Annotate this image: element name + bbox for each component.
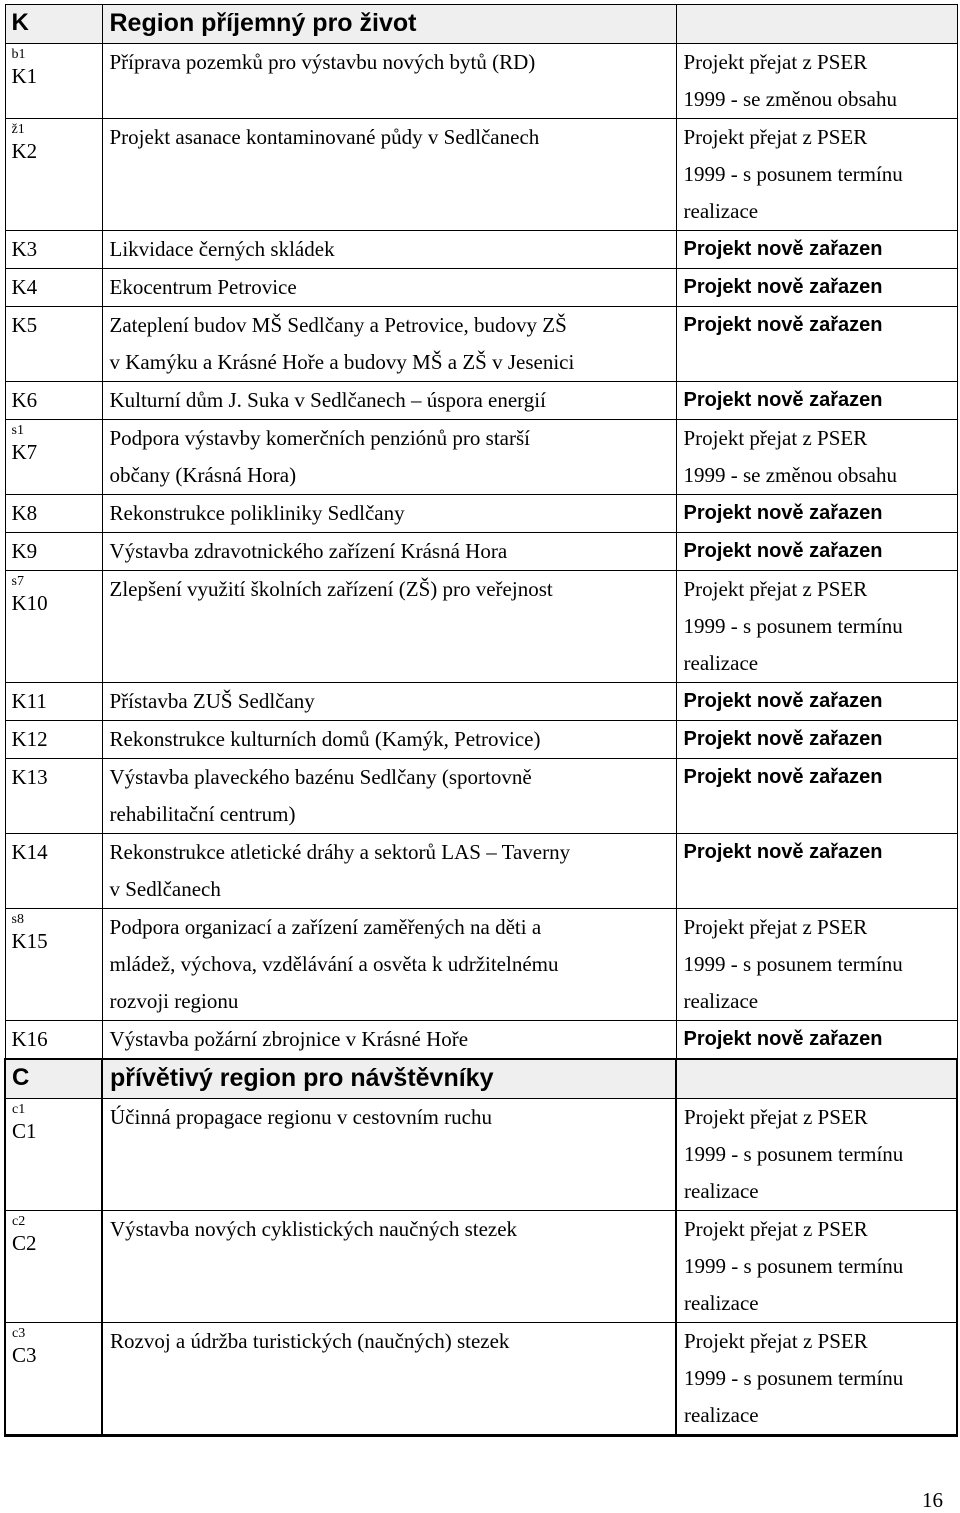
project-status-cell: [676, 495, 957, 533]
project-status-line: realizace: [683, 651, 759, 675]
project-name-cell: [102, 119, 676, 231]
project-table: [4, 4, 958, 1437]
project-code-cell: [5, 1211, 102, 1323]
table-row: [5, 1211, 957, 1323]
project-code-cell: [5, 909, 102, 1021]
project-name-cell: [102, 1211, 676, 1323]
section-header-row: [5, 1059, 957, 1099]
project-subcode: s1: [11, 423, 24, 438]
project-status-line: Projekt nově zařazen: [683, 502, 883, 524]
project-code: K8: [11, 501, 38, 525]
table-row: [5, 44, 957, 119]
project-name-cell: [102, 231, 676, 269]
table-row: [5, 533, 957, 571]
project-status-cell: [676, 307, 957, 382]
project-code-cell: [5, 382, 102, 420]
project-name-cell: [102, 307, 676, 382]
project-code-cell: [5, 495, 102, 533]
project-status-cell: [676, 1099, 957, 1211]
project-status-cell: [676, 1211, 957, 1323]
project-name-line: Kulturní dům J. Suka v Sedlčanech – úspora energií: [109, 388, 546, 412]
project-status-cell: [676, 909, 957, 1021]
project-code-cell: [5, 834, 102, 909]
table-row: [5, 571, 957, 683]
project-status-line: Projekt přejat z PSER: [684, 1329, 868, 1353]
table-row: [5, 759, 957, 834]
table-row: [5, 382, 957, 420]
project-code-cell: [5, 1021, 102, 1060]
table-row: [5, 307, 957, 382]
project-name-line: v Kamýku a Krásné Hoře a budovy MŠ a ZŠ v Jesenici: [109, 350, 575, 374]
project-status-cell: [676, 683, 957, 721]
project-name-cell: [102, 834, 676, 909]
project-status-line: Projekt nově zařazen: [683, 728, 883, 750]
project-name-line: Rozvoj a údržba turistických (naučných) stezek: [110, 1329, 510, 1353]
project-code-cell: [5, 533, 102, 571]
table-row: [5, 495, 957, 533]
project-code-cell: [5, 759, 102, 834]
project-status-cell: [676, 759, 957, 834]
project-name-line: Rekonstrukce polikliniky Sedlčany: [109, 501, 405, 525]
project-status-line: Projekt nově zařazen: [683, 1028, 883, 1050]
project-subcode: b1: [11, 47, 26, 62]
table-row: [5, 269, 957, 307]
project-name-cell: [102, 420, 676, 495]
project-status-line: Projekt nově zařazen: [683, 766, 883, 788]
project-name-cell: [102, 44, 676, 119]
project-status-line: Projekt nově zařazen: [683, 314, 883, 336]
section-title-text: Region příjemný pro život: [109, 9, 417, 37]
project-code-cell: [5, 119, 102, 231]
project-status-line: Projekt přejat z PSER: [684, 1217, 868, 1241]
project-name-line: Rekonstrukce kulturních domů (Kamýk, Petrovice): [109, 727, 541, 751]
project-status-line: realizace: [683, 199, 759, 223]
project-table-body: [5, 5, 957, 1436]
project-name-cell: [102, 1323, 676, 1436]
project-status-cell: [676, 834, 957, 909]
project-code-cell: [5, 420, 102, 495]
project-subcode: s7: [11, 574, 24, 589]
project-name-cell: [102, 909, 676, 1021]
project-name-line: Ekocentrum Petrovice: [109, 275, 297, 299]
project-status-line: Projekt nově zařazen: [683, 276, 883, 298]
project-name-line: Výstavba požární zbrojnice v Krásné Hoře: [109, 1027, 469, 1051]
project-code-cell: [5, 683, 102, 721]
project-name-cell: [102, 495, 676, 533]
section-title-text: přívětivý region pro návštěvníky: [110, 1064, 494, 1092]
project-name-cell: [102, 759, 676, 834]
project-code-cell: [5, 231, 102, 269]
project-status-line: 1999 - se změnou obsahu: [683, 87, 897, 111]
table-row: [5, 1021, 957, 1060]
project-code: K2: [11, 139, 38, 163]
project-name-cell: [102, 269, 676, 307]
project-status-line: realizace: [684, 1403, 759, 1427]
section-code-text: K: [11, 9, 29, 36]
project-status-line: realizace: [684, 1291, 759, 1315]
project-code: K15: [11, 929, 48, 953]
table-row: [5, 119, 957, 231]
project-status-cell: [676, 1323, 957, 1436]
project-status-cell: [676, 420, 957, 495]
project-status-line: Projekt nově zařazen: [683, 690, 883, 712]
project-name-line: mládež, výchova, vzdělávání a osvěta k udržitelnému: [109, 952, 559, 976]
section-code: [5, 1059, 102, 1099]
project-name-line: rehabilitační centrum): [109, 802, 296, 826]
project-name-line: Výstavba plaveckého bazénu Sedlčany (sportovně: [109, 765, 532, 789]
section-header-row: [5, 5, 957, 44]
project-code: K4: [11, 275, 38, 299]
project-subcode: ž1: [11, 122, 25, 137]
table-row: [5, 1099, 957, 1211]
project-code: K12: [11, 727, 48, 751]
project-code-cell: [5, 721, 102, 759]
project-status-line: Projekt přejat z PSER: [683, 915, 868, 939]
project-status-line: Projekt přejat z PSER: [683, 125, 868, 149]
project-name-line: Zateplení budov MŠ Sedlčany a Petrovice, budovy ZŠ: [109, 313, 567, 337]
table-row: [5, 1323, 957, 1436]
table-row: [5, 834, 957, 909]
project-status-cell: [676, 44, 957, 119]
project-code: C1: [12, 1119, 37, 1143]
project-status-line: Projekt nově zařazen: [683, 238, 883, 260]
project-status-line: Projekt nově zařazen: [683, 389, 883, 411]
project-status-line: realizace: [683, 989, 759, 1013]
project-code-cell: [5, 307, 102, 382]
project-code: C2: [12, 1231, 37, 1255]
project-subcode: c3: [12, 1326, 26, 1341]
project-name-line: rozvoji regionu: [109, 989, 239, 1013]
section-header-empty: [676, 5, 957, 44]
project-name-line: Účinná propagace regionu v cestovním ruchu: [110, 1105, 492, 1129]
table-row: [5, 721, 957, 759]
project-status-line: 1999 - s posunem termínu: [683, 614, 903, 638]
project-status-line: 1999 - se změnou obsahu: [683, 463, 897, 487]
project-name-cell: [102, 1099, 676, 1211]
page-number: 16: [922, 1488, 943, 1512]
project-name-line: občany (Krásná Hora): [109, 463, 297, 487]
project-name-cell: [102, 683, 676, 721]
project-status-line: 1999 - s posunem termínu: [683, 952, 903, 976]
project-name-cell: [102, 721, 676, 759]
table-row: [5, 231, 957, 269]
project-status-cell: [676, 533, 957, 571]
project-status-cell: [676, 721, 957, 759]
project-status-line: Projekt přejat z PSER: [683, 577, 868, 601]
project-status-cell: [676, 1021, 957, 1060]
project-code-cell: [5, 571, 102, 683]
project-name-line: Výstavba nových cyklistických naučných stezek: [110, 1217, 518, 1241]
project-code-cell: [5, 44, 102, 119]
project-status-cell: [676, 382, 957, 420]
project-status-line: 1999 - s posunem termínu: [684, 1142, 904, 1166]
project-subcode: s8: [11, 912, 24, 927]
project-name-line: Přístavba ZUŠ Sedlčany: [109, 689, 315, 713]
project-name-line: Příprava pozemků pro výstavbu nových bytů (RD): [109, 50, 536, 74]
table-row: [5, 909, 957, 1021]
project-name-line: Zlepšení využití školních zařízení (ZŠ) pro veřejnost: [109, 577, 553, 601]
project-name-line: Podpora výstavby komerčních penziónů pro starší: [109, 426, 530, 450]
section-title: [102, 1059, 676, 1099]
project-code: K7: [11, 440, 38, 464]
section-title: [102, 5, 676, 44]
section-code-text: C: [12, 1064, 30, 1091]
table-row: [5, 683, 957, 721]
project-status-cell: [676, 571, 957, 683]
project-name-line: Podpora organizací a zařízení zaměřených na děti a: [109, 915, 542, 939]
project-code: K3: [11, 237, 38, 261]
project-status-cell: [676, 269, 957, 307]
project-status-cell: [676, 119, 957, 231]
project-name-cell: [102, 382, 676, 420]
section-code: [5, 5, 102, 44]
project-code-cell: [5, 269, 102, 307]
project-status-line: Projekt přejat z PSER: [683, 50, 868, 74]
project-code: K16: [11, 1027, 48, 1051]
project-code: C3: [12, 1343, 37, 1367]
project-name-line: Likvidace černých skládek: [109, 237, 335, 261]
project-status-line: Projekt přejat z PSER: [684, 1105, 868, 1129]
project-name-cell: [102, 533, 676, 571]
project-code-cell: [5, 1323, 102, 1436]
section-header-empty: [676, 1059, 957, 1099]
project-status-line: 1999 - s posunem termínu: [684, 1366, 904, 1390]
project-status-line: Projekt nově zařazen: [683, 841, 883, 863]
project-code: K1: [11, 64, 38, 88]
project-code: K10: [11, 591, 48, 615]
project-code: K11: [11, 689, 47, 713]
project-code: K9: [11, 539, 38, 563]
project-name-line: v Sedlčanech: [109, 877, 221, 901]
project-name-line: Výstavba zdravotnického zařízení Krásná Hora: [109, 539, 508, 563]
project-status-line: realizace: [684, 1179, 759, 1203]
project-code: K6: [11, 388, 38, 412]
table-row: [5, 420, 957, 495]
project-name-line: Rekonstrukce atletické dráhy a sektorů LAS – Taverny: [109, 840, 571, 864]
project-name-line: Projekt asanace kontaminované půdy v Sedlčanech: [109, 125, 540, 149]
project-status-line: Projekt přejat z PSER: [683, 426, 868, 450]
project-name-cell: [102, 1021, 676, 1060]
project-status-line: 1999 - s posunem termínu: [683, 162, 903, 186]
project-code: K14: [11, 840, 48, 864]
project-code: K13: [11, 765, 48, 789]
project-status-cell: [676, 231, 957, 269]
project-subcode: c1: [12, 1102, 26, 1117]
project-code-cell: [5, 1099, 102, 1211]
project-name-cell: [102, 571, 676, 683]
project-subcode: c2: [12, 1214, 26, 1229]
project-status-line: Projekt nově zařazen: [683, 540, 883, 562]
project-code: K5: [11, 313, 38, 337]
project-status-line: 1999 - s posunem termínu: [684, 1254, 904, 1278]
